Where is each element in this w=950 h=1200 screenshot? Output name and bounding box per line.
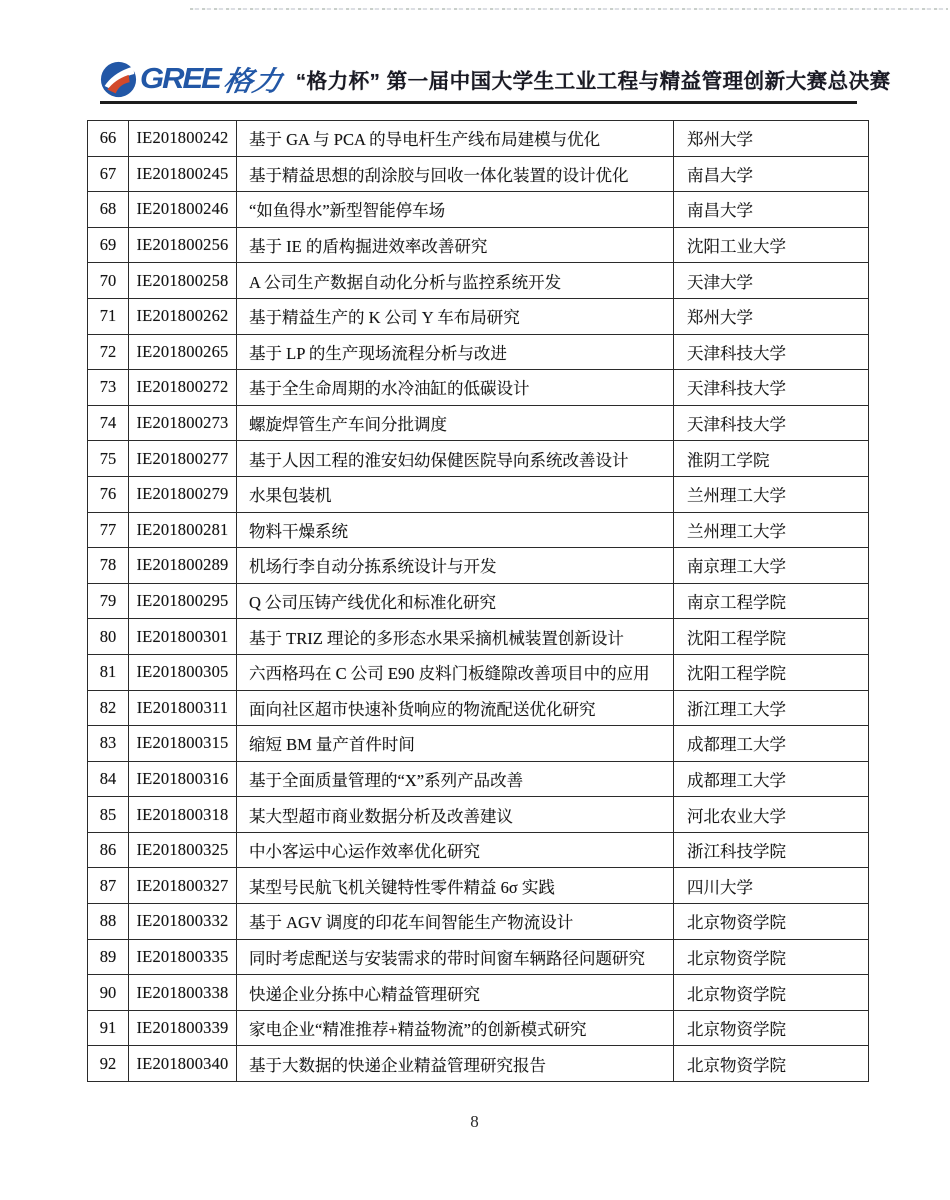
page-header — [100, 56, 891, 102]
entry-number-cell: 92 — [88, 1046, 129, 1082]
entry-id-cell: IE201800295 — [129, 583, 237, 619]
entry-title-cell: 某大型超市商业数据分析及改善建议 — [237, 797, 674, 833]
entry-number-cell: 72 — [88, 334, 129, 370]
entry-university-cell: 兰州理工大学 — [674, 476, 869, 512]
entry-id-cell: IE201800279 — [129, 476, 237, 512]
entry-university-cell: 北京物资学院 — [674, 1046, 869, 1082]
entry-id-cell: IE201800315 — [129, 726, 237, 762]
entry-id-cell: IE201800340 — [129, 1046, 237, 1082]
entry-number-cell: 89 — [88, 939, 129, 975]
entry-id-cell: IE201800272 — [129, 370, 237, 406]
entry-university-cell: 北京物资学院 — [674, 1010, 869, 1046]
entry-university-cell: 淮阴工学院 — [674, 441, 869, 477]
entry-number-cell: 70 — [88, 263, 129, 299]
table-row — [88, 263, 869, 299]
entry-number-cell: 82 — [88, 690, 129, 726]
entry-number-cell: 69 — [88, 227, 129, 263]
entry-title-cell: Q 公司压铸产线优化和标准化研究 — [237, 583, 674, 619]
entry-title-cell: 缩短 BM 量产首件时间 — [237, 726, 674, 762]
table-row — [88, 868, 869, 904]
entry-id-cell: IE201800245 — [129, 156, 237, 192]
entry-title-cell: 基于全面质量管理的“X”系列产品改善 — [237, 761, 674, 797]
entry-id-cell: IE201800316 — [129, 761, 237, 797]
entry-id-cell: IE201800242 — [129, 121, 237, 157]
entry-number-cell: 73 — [88, 370, 129, 406]
entry-university-cell: 兰州理工大学 — [674, 512, 869, 548]
entry-title-cell: 机场行李自动分拣系统设计与开发 — [237, 548, 674, 584]
entry-number-cell: 85 — [88, 797, 129, 833]
table-row — [88, 726, 869, 762]
entry-title-cell: 基于 TRIZ 理论的多形态水果采摘机械装置创新设计 — [237, 619, 674, 655]
entry-title-cell: 快递企业分拣中心精益管理研究 — [237, 975, 674, 1011]
table-row — [88, 405, 869, 441]
entry-university-cell: 南昌大学 — [674, 192, 869, 228]
entry-title-cell: 基于大数据的快递企业精益管理研究报告 — [237, 1046, 674, 1082]
entry-university-cell: 沈阳工程学院 — [674, 619, 869, 655]
table-row — [88, 975, 869, 1011]
entry-title-cell: 家电企业“精准推荐+精益物流”的创新模式研究 — [237, 1010, 674, 1046]
table-row — [88, 654, 869, 690]
entry-id-cell: IE201800246 — [129, 192, 237, 228]
entry-title-cell: 物料干燥系统 — [237, 512, 674, 548]
table-row — [88, 583, 869, 619]
entry-title-cell: 基于精益生产的 K 公司 Y 车布局研究 — [237, 298, 674, 334]
entry-id-cell: IE201800262 — [129, 298, 237, 334]
table-row — [88, 370, 869, 406]
entry-title-cell: 某型号民航飞机关键特性零件精益 6σ 实践 — [237, 868, 674, 904]
entry-number-cell: 67 — [88, 156, 129, 192]
entry-number-cell: 88 — [88, 904, 129, 940]
entry-university-cell: 四川大学 — [674, 868, 869, 904]
entry-title-cell: 基于 LP 的生产现场流程分析与改进 — [237, 334, 674, 370]
table-row — [88, 797, 869, 833]
entry-university-cell: 沈阳工程学院 — [674, 654, 869, 690]
entry-title-cell: 螺旋焊管生产车间分批调度 — [237, 405, 674, 441]
table-row — [88, 121, 869, 157]
entry-university-cell: 天津大学 — [674, 263, 869, 299]
page-title: “格力杯” 第一届中国大学生工业工程与精益管理创新大赛总决赛 — [295, 70, 891, 93]
entry-title-cell: 水果包装机 — [237, 476, 674, 512]
entry-university-cell: 南京工程学院 — [674, 583, 869, 619]
gree-logo-wordmark: GREE — [140, 62, 220, 95]
entry-id-cell: IE201800327 — [129, 868, 237, 904]
entry-id-cell: IE201800281 — [129, 512, 237, 548]
entry-number-cell: 80 — [88, 619, 129, 655]
entry-id-cell: IE201800277 — [129, 441, 237, 477]
entry-university-cell: 沈阳工业大学 — [674, 227, 869, 263]
page-number: 8 — [470, 1112, 480, 1131]
entry-university-cell: 浙江科技学院 — [674, 832, 869, 868]
table-row — [88, 761, 869, 797]
table-row — [88, 548, 869, 584]
entry-number-cell: 77 — [88, 512, 129, 548]
table-row — [88, 939, 869, 975]
entry-title-cell: 同时考虑配送与安装需求的带时间窗车辆路径问题研究 — [237, 939, 674, 975]
table-row — [88, 690, 869, 726]
entry-number-cell: 84 — [88, 761, 129, 797]
entry-number-cell: 79 — [88, 583, 129, 619]
entry-title-cell: 基于 IE 的盾构掘进效率改善研究 — [237, 227, 674, 263]
entry-university-cell: 北京物资学院 — [674, 939, 869, 975]
entry-number-cell: 71 — [88, 298, 129, 334]
entry-id-cell: IE201800318 — [129, 797, 237, 833]
entry-number-cell: 74 — [88, 405, 129, 441]
entry-id-cell: IE201800256 — [129, 227, 237, 263]
table-row — [88, 1010, 869, 1046]
entry-id-cell: IE201800311 — [129, 690, 237, 726]
entry-id-cell: IE201800301 — [129, 619, 237, 655]
entry-number-cell: 75 — [88, 441, 129, 477]
entry-university-cell: 浙江理工大学 — [674, 690, 869, 726]
entry-university-cell: 天津科技大学 — [674, 405, 869, 441]
table-row — [88, 512, 869, 548]
entry-number-cell: 91 — [88, 1010, 129, 1046]
entry-university-cell: 成都理工大学 — [674, 726, 869, 762]
table-row — [88, 156, 869, 192]
entry-university-cell: 河北农业大学 — [674, 797, 869, 833]
entries-table-body — [88, 121, 869, 1082]
entry-number-cell: 90 — [88, 975, 129, 1011]
entry-id-cell: IE201800339 — [129, 1010, 237, 1046]
entry-number-cell: 83 — [88, 726, 129, 762]
entries-table — [87, 120, 869, 1082]
scan-artifact-line — [190, 8, 948, 10]
entry-title-cell: 基于人因工程的淮安妇幼保健医院导向系统改善设计 — [237, 441, 674, 477]
entry-id-cell: IE201800332 — [129, 904, 237, 940]
entry-id-cell: IE201800258 — [129, 263, 237, 299]
entry-id-cell: IE201800338 — [129, 975, 237, 1011]
entry-number-cell: 81 — [88, 654, 129, 690]
table-row — [88, 441, 869, 477]
table-row — [88, 476, 869, 512]
entry-university-cell: 南京理工大学 — [674, 548, 869, 584]
entry-number-cell: 87 — [88, 868, 129, 904]
entry-number-cell: 68 — [88, 192, 129, 228]
entry-title-cell: 基于精益思想的刮涂胶与回收一体化装置的设计优化 — [237, 156, 674, 192]
entry-university-cell: 成都理工大学 — [674, 761, 869, 797]
entry-id-cell: IE201800335 — [129, 939, 237, 975]
entry-university-cell: 天津科技大学 — [674, 334, 869, 370]
entry-number-cell: 76 — [88, 476, 129, 512]
entry-title-cell: 中小客运中心运作效率优化研究 — [237, 832, 674, 868]
gree-logo-icon — [100, 61, 137, 98]
gree-logo-chinese-script: 格力 — [220, 66, 285, 97]
table-row — [88, 1046, 869, 1082]
entry-title-cell: 六西格玛在 C 公司 E90 皮料门板缝隙改善项目中的应用 — [237, 654, 674, 690]
entry-university-cell: 北京物资学院 — [674, 904, 869, 940]
table-row — [88, 192, 869, 228]
table-row — [88, 298, 869, 334]
entry-university-cell: 天津科技大学 — [674, 370, 869, 406]
entry-number-cell: 86 — [88, 832, 129, 868]
entry-university-cell: 郑州大学 — [674, 121, 869, 157]
entry-title-cell: 基于 GA 与 PCA 的导电杆生产线布局建模与优化 — [237, 121, 674, 157]
entry-id-cell: IE201800289 — [129, 548, 237, 584]
entry-id-cell: IE201800273 — [129, 405, 237, 441]
entry-id-cell: IE201800265 — [129, 334, 237, 370]
table-row — [88, 227, 869, 263]
table-row — [88, 904, 869, 940]
table-row — [88, 832, 869, 868]
gree-logo — [100, 59, 285, 100]
entry-id-cell: IE201800305 — [129, 654, 237, 690]
table-row — [88, 334, 869, 370]
entry-university-cell: 南昌大学 — [674, 156, 869, 192]
entry-university-cell: 郑州大学 — [674, 298, 869, 334]
entry-number-cell: 78 — [88, 548, 129, 584]
table-row — [88, 619, 869, 655]
entry-university-cell: 北京物资学院 — [674, 975, 869, 1011]
entry-title-cell: “如鱼得水”新型智能停车场 — [237, 192, 674, 228]
entry-title-cell: 面向社区超市快速补货响应的物流配送优化研究 — [237, 690, 674, 726]
entry-title-cell: 基于全生命周期的水冷油缸的低碳设计 — [237, 370, 674, 406]
entry-number-cell: 66 — [88, 121, 129, 157]
entry-id-cell: IE201800325 — [129, 832, 237, 868]
entry-title-cell: 基于 AGV 调度的印花车间智能生产物流设计 — [237, 904, 674, 940]
header-divider-rule — [100, 101, 857, 104]
entry-title-cell: A 公司生产数据自动化分析与监控系统开发 — [237, 263, 674, 299]
